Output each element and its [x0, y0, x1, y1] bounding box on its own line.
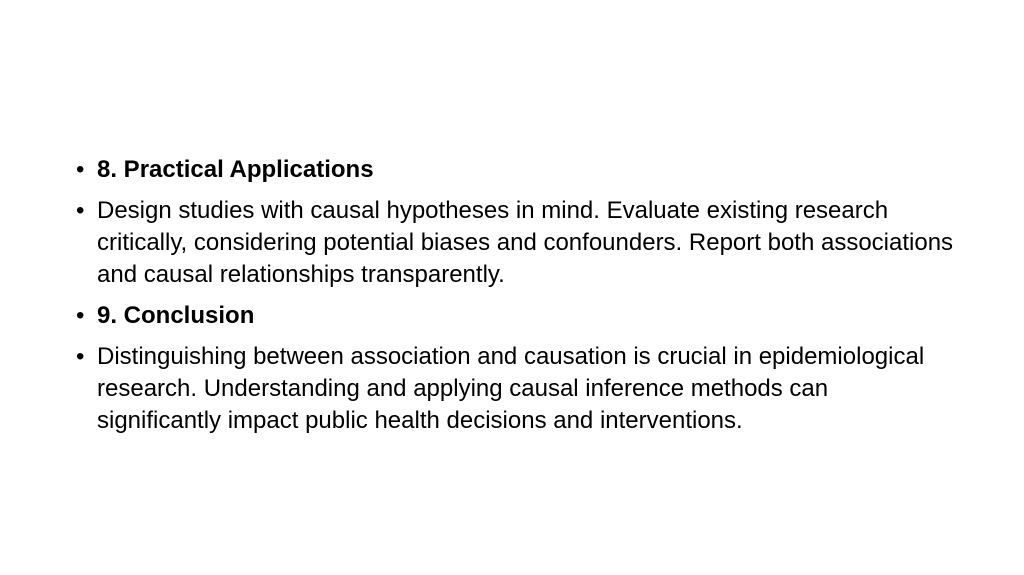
bullet-icon: • [76, 156, 85, 183]
bullet-heading-text: 9. Conclusion [97, 302, 255, 329]
bullet-body-practical-applications [76, 195, 956, 291]
bullet-icon: • [76, 343, 85, 370]
bullet-heading-conclusion [76, 300, 956, 332]
bullet-heading-text: 8. Practical Applications [97, 156, 374, 183]
bullet-heading-practical-applications [76, 154, 956, 186]
bullet-body-text: Distinguishing between association and causation is crucial in epidemiological research. Understanding and applying causal inference methods can significantly impact public health decisions and interventions. [97, 343, 925, 434]
bullet-icon: • [76, 302, 85, 329]
bullet-body-text: Design studies with causal hypotheses in mind. Evaluate existing research critically, considering potential biases and confounders. Report both associations and causal relationships transparently. [97, 197, 954, 288]
bullet-icon: • [76, 197, 85, 224]
bullet-list [76, 154, 956, 446]
bullet-body-conclusion [76, 341, 956, 437]
